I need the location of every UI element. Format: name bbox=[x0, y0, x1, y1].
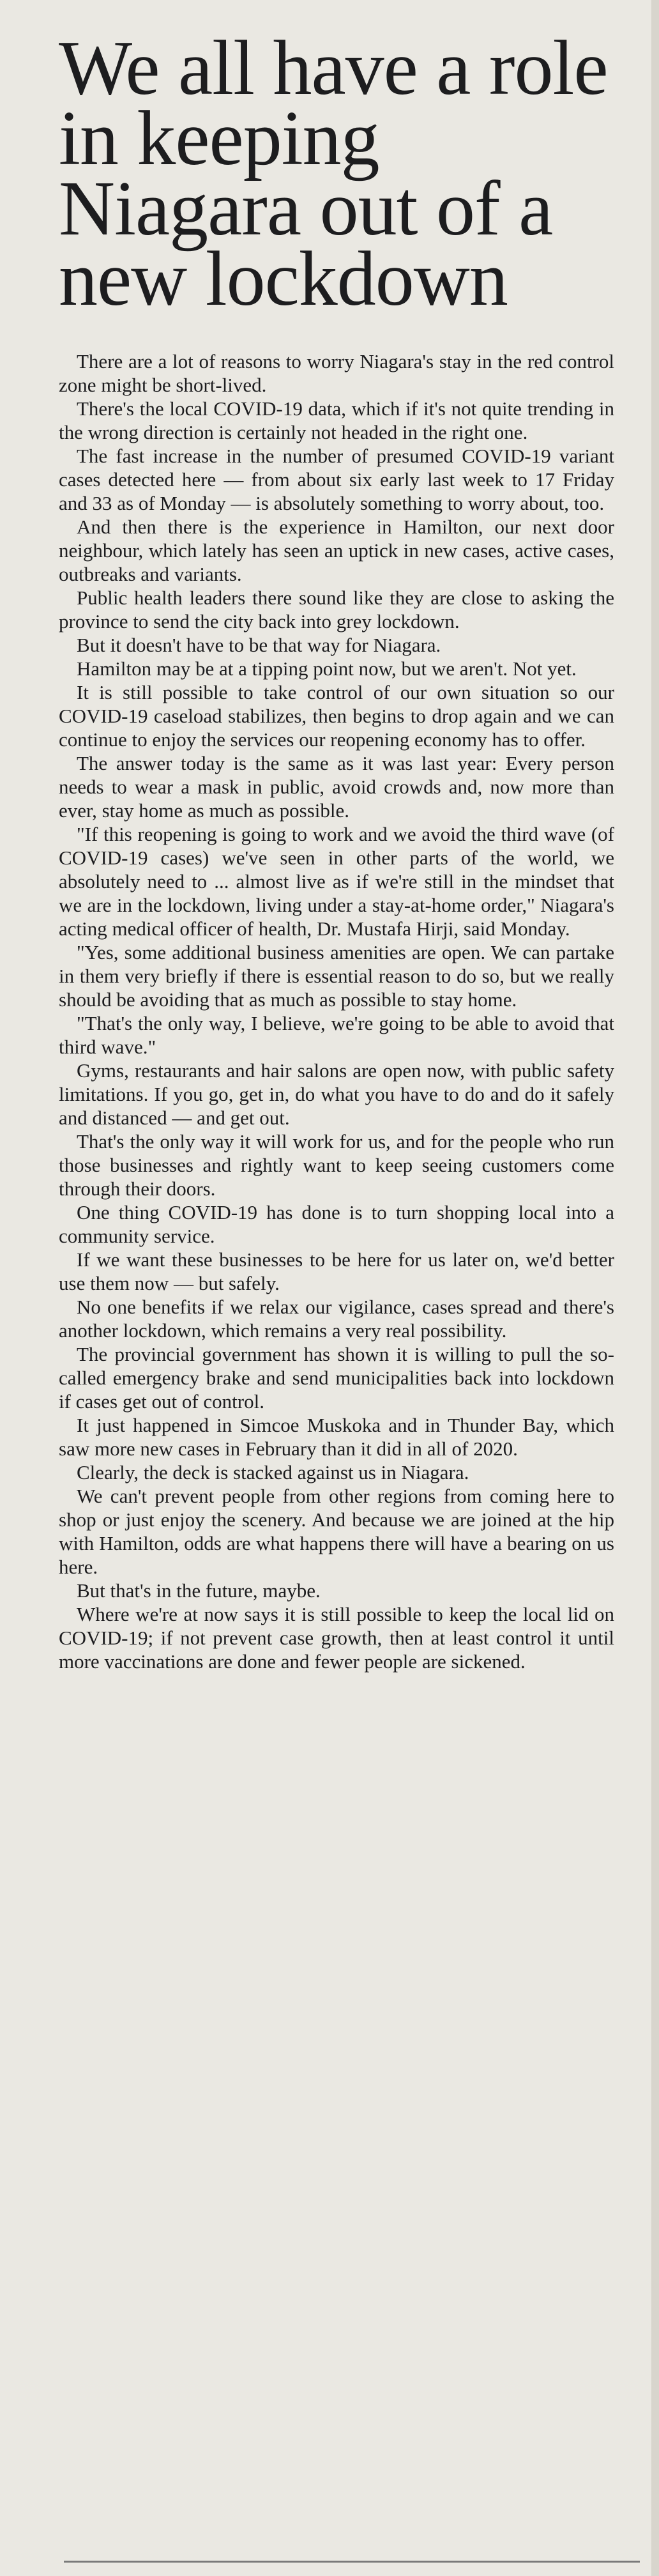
article-paragraph: The answer today is the same as it was last year: Every person needs to wear a mask in public, avoid crowds and, now more than ever, stay home as much as possible. bbox=[59, 752, 614, 822]
article-paragraph: That's the only way it will work for us, and for the people who run those businesses and rightly want to keep seeing customers come through their doors. bbox=[59, 1130, 614, 1200]
article-paragraph: It just happened in Simcoe Muskoka and in Thunder Bay, which saw more new cases in February than it did in all of 2020. bbox=[59, 1414, 614, 1460]
column-bottom-rule bbox=[64, 2561, 640, 2563]
article-paragraph: "That's the only way, I believe, we're going to be able to avoid that third wave." bbox=[59, 1012, 614, 1058]
article-paragraph: If we want these businesses to be here for us later on, we'd better use them now — but safely. bbox=[59, 1248, 614, 1294]
article-paragraph: Where we're at now says it is still possible to keep the local lid on COVID-19; if not prevent case growth, then at least control it until more vaccinations are done and fewer people are sickened. bbox=[59, 1603, 614, 1673]
article-paragraph: The provincial government has shown it is willing to pull the so-called emergency brake and send municipalities back into lockdown if cases get out of control. bbox=[59, 1343, 614, 1413]
article-paragraph: There are a lot of reasons to worry Niagara's stay in the red control zone might be short-lived. bbox=[59, 350, 614, 396]
article-paragraph: It is still possible to take control of our own situation so our COVID-19 caseload stabilizes, then begins to drop again and we can continue to enjoy the services our reopening economy has to offer. bbox=[59, 681, 614, 751]
editorial-article bbox=[59, 25, 614, 1673]
article-paragraph: We can't prevent people from other regions from coming here to shop or just enjoy the scenery. And because we are joined at the hip with Hamilton, odds are what happens there will have a bearing on us here. bbox=[59, 1485, 614, 1578]
adjacent-column-fragment bbox=[651, 0, 659, 2576]
article-paragraph: But it doesn't have to be that way for Niagara. bbox=[77, 634, 441, 656]
article-paragraph: Public health leaders there sound like they are close to asking the province to send the city back into grey lockdown. bbox=[59, 586, 614, 632]
article-headline: We all have a role in keeping Niagara out of a new lockdown bbox=[59, 25, 608, 322]
article-paragraph: But that's in the future, maybe. bbox=[77, 1579, 321, 1602]
article-paragraph: There's the local COVID-19 data, which if it's not quite trending in the wrong direction is certainly not headed in the right one. bbox=[59, 397, 614, 443]
article-paragraph: No one benefits if we relax our vigilance, cases spread and there's another lockdown, which remains a very real possibility. bbox=[59, 1296, 614, 1342]
article-paragraph: Gyms, restaurants and hair salons are open now, with public safety limitations. If you go, get in, do what you have to do and do it safely and distanced — and get out. bbox=[59, 1059, 614, 1129]
article-paragraph: Hamilton may be at a tipping point now, but we aren't. Not yet. bbox=[77, 657, 577, 680]
article-paragraph: The fast increase in the number of presumed COVID-19 variant cases detected here — from about six early last week to 17 Friday and 33 as of Monday — is absolutely something to worry about, too. bbox=[59, 445, 614, 514]
article-paragraph: One thing COVID-19 has done is to turn shopping local into a community service. bbox=[59, 1201, 614, 1247]
article-paragraph: "Yes, some additional business amenities are open. We can partake in them very briefly if there is essential reason to do so, but we really should be avoiding that as much as possible to stay home. bbox=[59, 941, 614, 1011]
article-body bbox=[59, 349, 614, 1673]
article-paragraph: Clearly, the deck is stacked against us in Niagara. bbox=[77, 1461, 469, 1483]
article-paragraph: And then there is the experience in Hamilton, our next door neighbour, which lately has seen an uptick in new cases, active cases, outbreaks and variants. bbox=[59, 516, 614, 585]
article-paragraph: "If this reopening is going to work and we avoid the third wave (of COVID-19 cases) we've seen in other parts of the world, we absolutely need to ... almost live as if we're still in the mindset that we are in the lockdown, living under a stay-at-home order," Niagara's acting medical officer of health, Dr. Mustafa Hirji, said Monday. bbox=[59, 823, 614, 940]
